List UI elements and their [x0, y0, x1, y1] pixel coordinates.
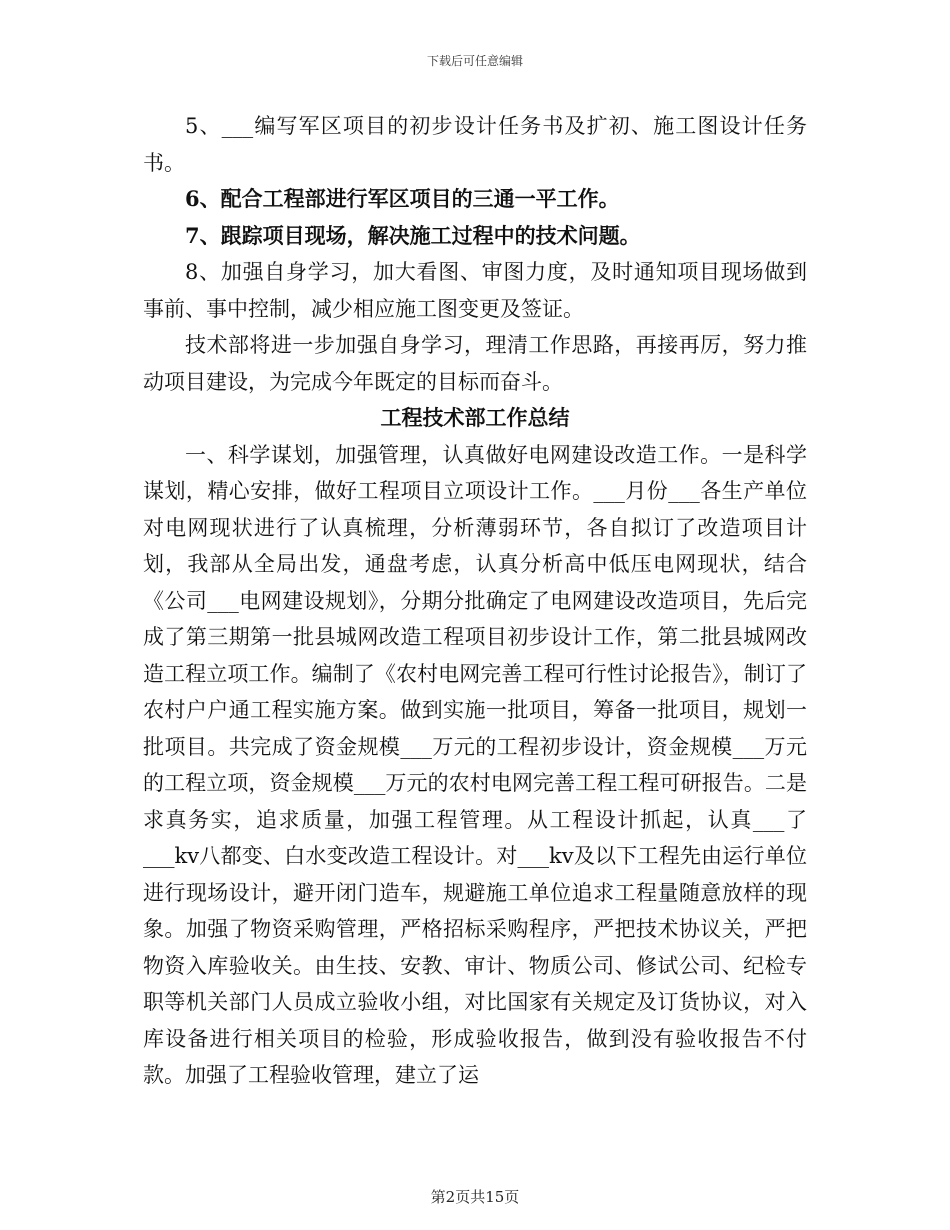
- paragraph-item-6: 6、配合工程部进行军区项目的三通一平工作。: [185, 186, 620, 211]
- section-body: 一、科学谋划，加强管理，认真做好电网建设改造工作。一是科学谋划，精心安排，做好工程项目立项设计工作。___月份___各生产单位对电网现状进行了认真梳理，分析薄弱环节，各自拟订了改造项目计划，我部从全局出发，通盘考虑，认真分析高中低压电网现状，结合《公司___电网建设规划》，分期分批确定了电网建设改造项目，先后完成了第三期第一批县城网改造工程项目初步设计工作，第二批县城网改造工程立项工作。编制了《农村电网完善工程可行性讨论报告》，制订了农村户户通工程实施方案。做到实施一批项目，筹备一批项目，规划一批项目。共完成了资金规模___万元的工程初步设计，资金规模___万元的工程立项，资金规模___万元的农村电网完善工程工程可研报告。二是求真务实，追求质量，加强工程管理。从工程设计抓起，认真___了___kv八都变、白水变改造工程设计。对___kv及以下工程先由运行单位进行现场设计，避开闭门造车，规避施工单位追求工程量随意放样的现象。加强了物资采购管理，严格招标采购程序，严把技术协议关，严把物资入库验收关。由生技、安教、审计、物质公司、修试公司、纪检专职等机关部门人员成立验收小组，对比国家有关规定及订货协议，对入库设备进行相关项目的检验，形成验收报告，做到没有验收报告不付款。加强了工程验收管理，建立了运: [143, 442, 807, 1087]
- paragraph-item-8: 8、加强自身学习，加大看图、审图力度，及时通知项目现场做到事前、事中控制，减少相应施工图变更及签证。: [143, 260, 807, 321]
- document-body: [143, 108, 807, 1094]
- page-header: 下载后可任意编辑: [426, 54, 523, 68]
- paragraph-item-7: 7、跟踪项目现场，解决施工过程中的技术问题。: [185, 222, 641, 248]
- paragraph-item-5: 5、___编写军区项目的初步设计任务书及扩初、施工图设计任务书。: [143, 114, 807, 175]
- page-number: 第2页共15页: [430, 1188, 520, 1206]
- section-title: 工程技术部工作总结: [380, 405, 570, 430]
- paragraph-closing: 技术部将进一步加强自身学习，理清工作思路，再接再厉，努力推动项目建设，为完成今年既定的目标而奋斗。: [143, 333, 807, 394]
